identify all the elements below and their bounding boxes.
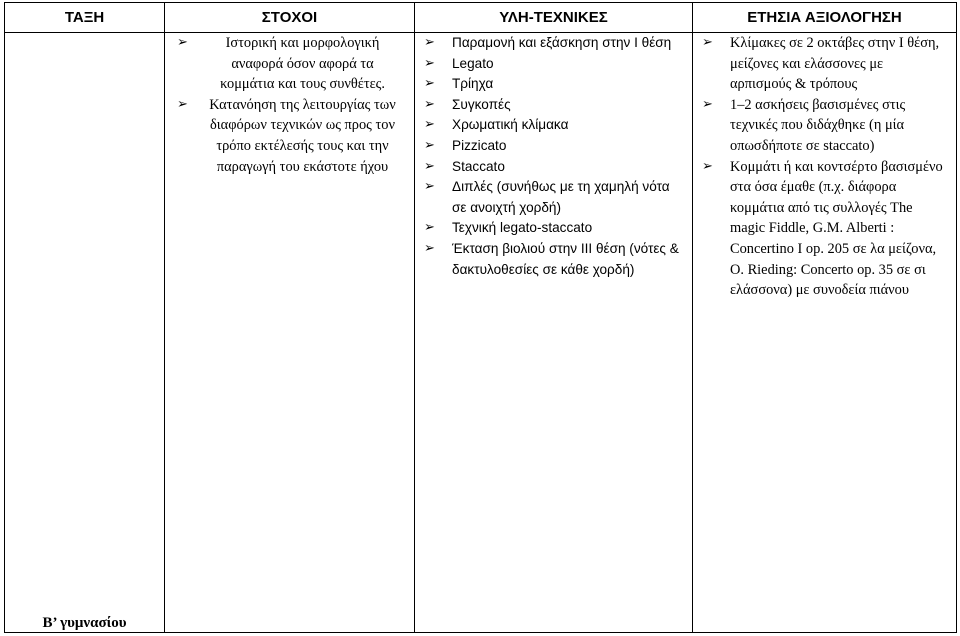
- list-item-text: Συγκοπές: [452, 96, 511, 112]
- header-goals: ΣΤΟΧΟΙ: [165, 3, 415, 33]
- arrowhead-bullet-icon: ➢: [424, 179, 435, 195]
- list-item: [415, 115, 692, 136]
- list-item-text: Pizzicato: [452, 137, 507, 153]
- grade-cell: Β’ γυμνασίου: [5, 33, 165, 633]
- list-item-text: Χρωματική κλίμακα: [452, 117, 569, 133]
- arrowhead-bullet-icon: ➢: [424, 117, 435, 133]
- list-item: [693, 157, 956, 301]
- materials-list: [415, 33, 692, 280]
- list-item: [415, 74, 692, 95]
- list-item-text: Κομμάτι ή και κοντσέρτο βασισμένο στα όσα έμαθε (π.χ. διάφορα κομμάτια από τις συλλογές The magic Fiddle, G.M. Alberti : Concertino I op. 205 σε λα μείζονα, O. Rieding: Concerto op. 35 σε σι ελάσσονα) με συνοδεία πιάνου: [730, 158, 943, 299]
- arrowhead-bullet-icon: ➢: [702, 35, 713, 50]
- arrowhead-bullet-icon: ➢: [424, 220, 435, 236]
- list-item: [415, 33, 692, 54]
- arrowhead-bullet-icon: ➢: [424, 55, 435, 71]
- list-item-text: 1–2 ασκήσεις βασισμένες στις τεχνικές που διδάχθηκε (η μία οπωσδήποτε σε staccato): [730, 96, 906, 154]
- list-item: [165, 95, 414, 177]
- list-item: [693, 95, 956, 157]
- list-item-text: Έκταση βιολιού στην ΙΙΙ θέση (νότες & δακτυλοθεσίες σε κάθε χορδή): [452, 240, 679, 277]
- list-item: [415, 157, 692, 178]
- list-item: [415, 177, 692, 218]
- list-item-text: Κλίμακες σε 2 οκτάβες στην Ι θέση, μείζονες και ελάσσονες με αρπισμούς & τρόπους: [730, 35, 940, 93]
- evaluation-list: [693, 33, 956, 301]
- list-item-text: Παραμονή και εξάσκηση στην Ι θέση: [452, 35, 672, 50]
- arrowhead-bullet-icon: ➢: [424, 35, 435, 50]
- list-item: [415, 95, 692, 116]
- evaluation-cell: [693, 33, 957, 633]
- materials-cell: [415, 33, 693, 633]
- list-item-text: Τρίηχα: [452, 76, 494, 92]
- arrowhead-bullet-icon: ➢: [424, 76, 435, 92]
- list-item: [415, 54, 692, 75]
- list-item-text: Διπλές (συνήθως με τη χαμηλή νότα σε ανοιχτή χορδή): [452, 179, 670, 215]
- goals-cell: [165, 33, 415, 633]
- header-evaluation: ΕΤΗΣΙΑ ΑΞΙΟΛΟΓΗΣΗ: [693, 3, 957, 33]
- goals-list: [165, 33, 414, 177]
- arrowhead-bullet-icon: ➢: [424, 240, 435, 256]
- curriculum-table: [4, 2, 957, 633]
- list-item-text: Τεχνική legato-staccato: [452, 220, 593, 236]
- list-item-text: Legato: [452, 55, 494, 71]
- arrowhead-bullet-icon: ➢: [424, 96, 435, 112]
- list-item: [415, 218, 692, 239]
- list-item-text: Ιστορική και μορφολογική αναφορά όσον αφορά τα κομμάτια και τους συνθέτες.: [220, 35, 385, 93]
- list-item-text: Staccato: [452, 158, 505, 174]
- header-materials: ΥΛΗ-ΤΕΧΝΙΚΕΣ: [415, 3, 693, 33]
- arrowhead-bullet-icon: ➢: [177, 35, 188, 50]
- table-row: [5, 33, 957, 633]
- list-item-text: Κατανόηση της λειτουργίας των διαφόρων τεχνικών ως προς τον τρόπο εκτέλεσής τους και την παραγωγή του εκάστοτε ήχου: [209, 96, 396, 175]
- list-item: [693, 33, 956, 95]
- arrowhead-bullet-icon: ➢: [702, 96, 713, 112]
- header-row: [5, 3, 957, 33]
- list-item: [415, 239, 692, 280]
- list-item: [415, 136, 692, 157]
- arrowhead-bullet-icon: ➢: [702, 158, 713, 174]
- arrowhead-bullet-icon: ➢: [424, 158, 435, 174]
- header-class: ΤΑΞΗ: [5, 3, 165, 33]
- arrowhead-bullet-icon: ➢: [424, 137, 435, 153]
- arrowhead-bullet-icon: ➢: [177, 96, 188, 112]
- list-item: [165, 33, 414, 95]
